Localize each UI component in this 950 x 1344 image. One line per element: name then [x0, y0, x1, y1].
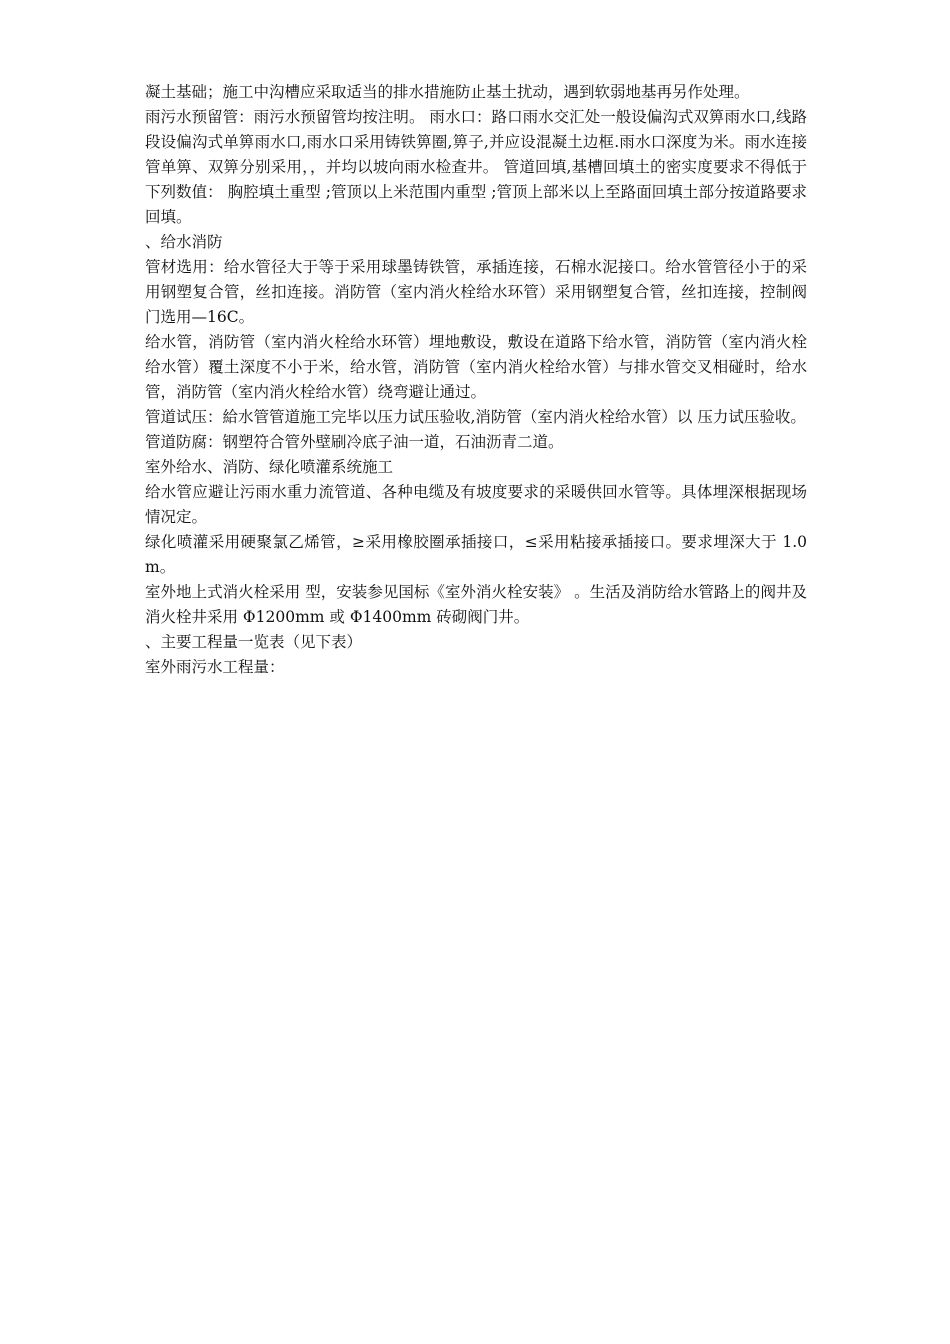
- section-heading-water-fire: 、给水消防: [145, 233, 223, 251]
- paragraph-pipe-material: 管材选用：给水管径大于等于采用球墨铸铁管，承插连接，石棉水泥接口。给水管管径小于的采用钢塑复合管，丝扣连接。消防管（室内消火栓给水环管）采用钢塑复合管，丝扣连接，控制阀门选用—16C。: [145, 258, 807, 326]
- paragraph-fire-hydrant: 室外地上式消火栓采用 型，安装参见国标《室外消火栓安装》 。生活及消防给水管路上的阀井及消火栓井采用 Φ1200mm 或 Φ1400mm 砖砌阀门井。: [145, 583, 807, 626]
- paragraph-irrigation: 绿化喷灌采用硬聚氯乙烯管，≥采用橡胶圈承插接口，≤采用粘接承插接口。要求埋深大于 1.0m。: [145, 533, 807, 576]
- document-page: [145, 80, 807, 680]
- paragraph-pressure-test: 管道试压：給水管管道施工完毕以压力试压验收,消防管（室内消火栓给水管）以 压力试压验收。: [145, 408, 806, 426]
- paragraph-rainwater-pipe: 雨污水预留管：雨污水预留管均按注明。 雨水口：路口雨水交汇处一般设偏沟式双箅雨水口,线路段设偏沟式单箅雨水口,雨水口采用铸铁箅圈,箅子,并应设混凝土边框.雨水口深度为米。雨水连接管单箅、双箅分别采用，，并均以坡向雨水检查井。 管道回填,基槽回填土的密实度要求不得低于下列数值： 胸腔填土重型 ;管顶以上米范围内重型 ;管顶上部米以上至路面回填土部分按道路要求回填。: [145, 108, 807, 226]
- paragraph-foundation: 凝土基础；施工中沟槽应采取适当的排水措施防止基土扰动，遇到软弱地基再另作处理。: [145, 83, 750, 101]
- section-heading-quantity-table: 、主要工程量一览表（见下表）: [145, 633, 363, 651]
- paragraph-anticorrosion: 管道防腐：钢塑符合管外壁刷冷底子油一道，石油沥青二道。: [145, 433, 564, 451]
- paragraph-pipe-laying: 给水管，消防管（室内消火栓给水环管）埋地敷设，敷设在道路下给水管，消防管（室内消火栓给水管）覆土深度不小于米，给水管，消防管（室内消火栓给水管）与排水管交叉相碰时，给水管，消防管（室内消火栓给水管）绕弯避让通过。: [145, 333, 807, 401]
- section-heading-outdoor-systems: 室外给水、消防、绿化喷灌系统施工: [145, 458, 394, 476]
- paragraph-water-pipe-avoidance: 给水管应避让污雨水重力流管道、各种电缆及有坡度要求的采暖供回水管等。具体埋深根据现场情况定。: [145, 483, 807, 526]
- paragraph-quantity-label: 室外雨污水工程量：: [145, 658, 285, 676]
